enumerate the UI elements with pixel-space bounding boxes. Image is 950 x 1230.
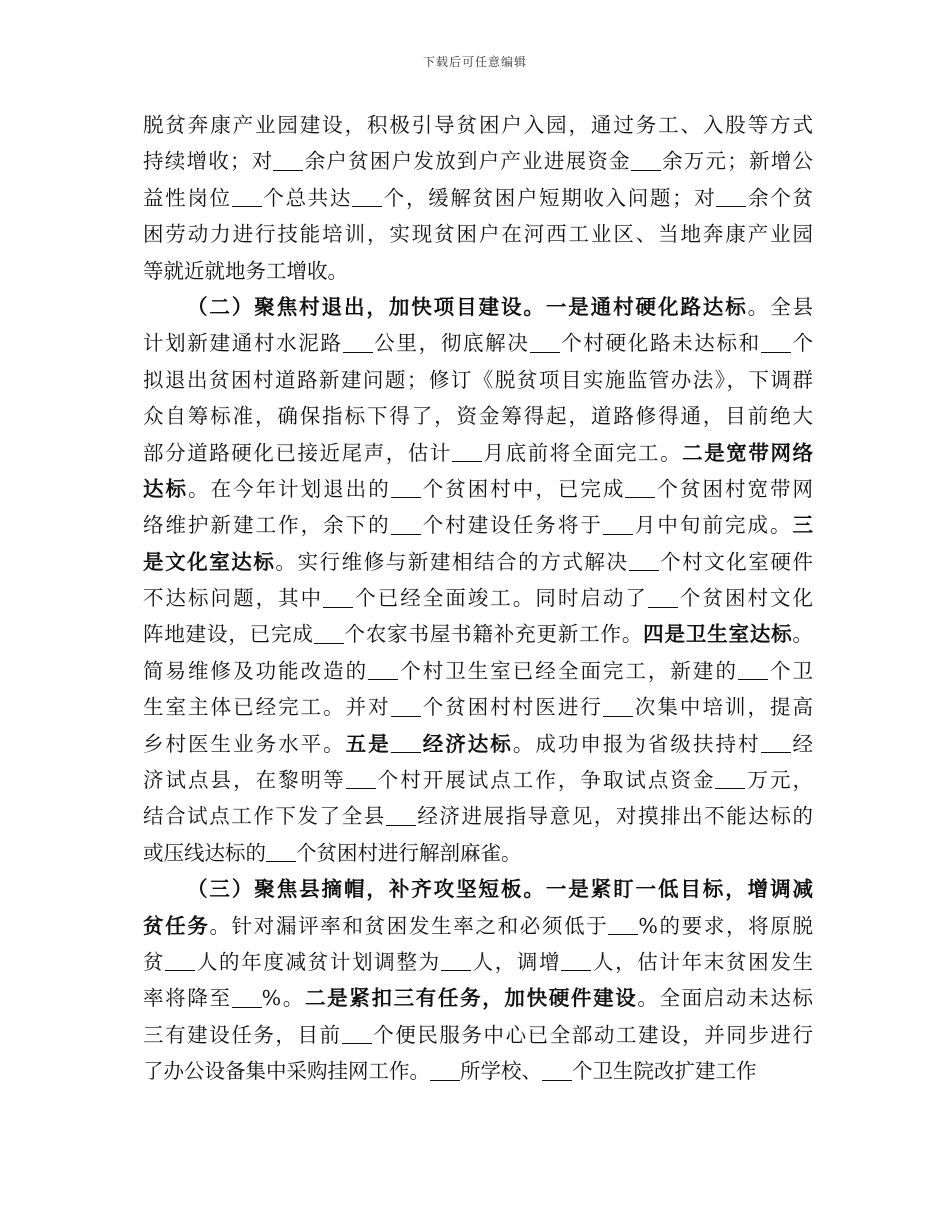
text-run: 个贫困村进行解剖麻雀。: [296, 840, 522, 865]
text-run: 脱贫奔康产业园建设，积极引导贫困户入园，通过务工、入股等方式: [143, 113, 813, 137]
blank-underline: [530, 331, 560, 353]
blank-underline: [346, 768, 376, 790]
text-line: [143, 253, 813, 289]
text-run: 个卫: [767, 658, 814, 683]
text-run: 余个贫: [746, 185, 814, 210]
text-line: [143, 908, 813, 944]
text-run: 简易维修及功能改造的: [143, 658, 369, 683]
text-run: 阵地建设，已完成: [143, 622, 314, 647]
text-run: 余万元；新增公: [660, 149, 814, 174]
text-run: 月底前将全面完工。: [481, 440, 683, 465]
text-run: 不达标问题，其中: [143, 586, 324, 611]
blank-underline: [430, 1059, 460, 1081]
text-line: [143, 325, 813, 361]
text-run: 等就近就地务工增收。: [143, 258, 348, 283]
text-run: 个贫困村村医进行: [420, 695, 603, 720]
bold-text-run: 是文化室达标: [143, 549, 276, 574]
text-run: %的要求，将原脱: [638, 913, 813, 938]
text-run: 乡村医生业务水平。: [143, 731, 346, 756]
bold-text-run: 达标: [143, 476, 189, 501]
blank-underline: [542, 1059, 572, 1081]
text-run: 计划新建通村水泥路: [143, 331, 343, 356]
text-run: 生室主体已经完工。并对: [143, 695, 391, 720]
bold-text-run: 二是紧扣三有任务，加快硬件建设: [304, 986, 638, 1011]
text-run: 部分道路硬化已接近尾声，估计: [143, 440, 452, 465]
blank-underline: [603, 695, 633, 717]
text-run: 经济进展指导意见，对摸排出不能达标的: [415, 804, 814, 829]
text-run: 个村卫生室已经全面完工，新建的: [398, 658, 738, 683]
blank-underline: [386, 804, 416, 826]
blank-underline: [715, 768, 745, 790]
blank-underline: [343, 331, 373, 353]
text-line: [143, 762, 813, 798]
blank-underline: [314, 622, 344, 644]
text-run: 。成功申报为省级扶持村: [512, 731, 761, 756]
text-run: 经: [790, 731, 814, 756]
blank-underline: [391, 732, 421, 754]
bold-text-run: （三）聚焦县摘帽，补齐攻坚短板。一是紧盯一低目标，增调减: [187, 877, 813, 902]
text-run: 困劳动力进行技能培训，实现贫困户在河西工业区、当地奔康产业园: [143, 222, 813, 247]
text-run: 个贫困村中，已完成: [420, 476, 626, 501]
text-run: 持续增收；对: [143, 149, 274, 174]
text-line: [143, 798, 813, 834]
blank-underline: [738, 659, 768, 681]
text-run: 个卫生院改扩建工作: [572, 1059, 757, 1084]
text-line: [143, 143, 813, 179]
document-body: [143, 107, 813, 1090]
blank-underline: [631, 149, 661, 171]
text-run: 率将降至: [143, 986, 232, 1011]
blank-underline: [391, 477, 421, 499]
text-run: %。: [261, 986, 305, 1011]
text-line: [143, 180, 813, 216]
bold-text-run: 贫任务: [143, 913, 210, 938]
text-run: 益性岗位: [143, 185, 232, 210]
text-run: 结合试点工作下发了全县: [143, 804, 386, 829]
text-run: 人，估计年末贫困发生: [591, 949, 814, 974]
text-run: 。针对漏评率和贫困发生率之和必须低于: [209, 913, 609, 938]
text-line: [143, 835, 813, 871]
text-run: 所学校、: [460, 1059, 542, 1084]
text-line: [143, 689, 813, 725]
text-run: 个已经全面竣工。同时启动了: [353, 586, 648, 611]
text-line: [143, 289, 813, 325]
text-run: 个村硬化路未达标和: [559, 331, 761, 356]
bold-text-run: 五是: [345, 731, 391, 756]
text-line: [143, 871, 813, 907]
bold-text-run: （二）聚焦村退出，加快项目建设。一是通村硬化路达标: [187, 294, 748, 319]
blank-underline: [603, 513, 633, 535]
text-run: 个村文化室硬件: [658, 549, 814, 574]
text-run: 拟退出贫困村道路新建问题；修订《脱贫项目实施监管办法》，下调群: [143, 367, 813, 392]
text-line: [143, 362, 813, 398]
blank-underline: [441, 950, 471, 972]
text-run: 贫: [143, 949, 166, 974]
blank-underline: [232, 986, 262, 1008]
text-run: 。全面启动未达标: [637, 986, 814, 1011]
blank-underline: [368, 659, 398, 681]
text-run: 济试点县，在黎明等: [143, 768, 346, 793]
text-line: [143, 726, 813, 762]
text-run: 万元，: [745, 768, 814, 793]
text-line: [143, 653, 813, 689]
text-run: 。在今年计划退出的: [188, 476, 391, 501]
text-run: 。实行维修与新建相结合的方式解决: [275, 549, 629, 574]
bold-text-run: 二是宽带网络: [682, 440, 814, 465]
text-line: [143, 216, 813, 252]
text-run: 个村建设任务将于: [420, 513, 603, 538]
text-line: [143, 471, 813, 507]
blank-underline: [273, 149, 303, 171]
text-run: 个贫困村宽带网: [655, 476, 814, 501]
text-line: [143, 1017, 813, 1053]
text-run: 个村开展试点工作，争取试点资金: [375, 768, 716, 793]
text-line: [143, 616, 813, 652]
text-run: 众自筹标准，确保指标下得了，资金筹得起，道路修得通，目前绝大: [143, 404, 813, 429]
text-run: 公里，彻底解决: [372, 331, 530, 356]
bold-text-run: 三: [792, 513, 814, 538]
blank-underline: [716, 186, 746, 208]
text-run: 个: [790, 331, 814, 356]
bold-text-run: 经济达标: [420, 731, 513, 756]
blank-underline: [761, 331, 791, 353]
blank-underline: [266, 841, 296, 863]
blank-underline: [561, 950, 591, 972]
blank-underline: [165, 950, 195, 972]
text-run: 个，缓解贫困户短期收入问题；对: [382, 185, 717, 210]
text-run: 余户贫困户发放到户产业进展资金: [303, 149, 631, 174]
text-line: [143, 544, 813, 580]
blank-underline: [608, 914, 638, 936]
blank-underline: [352, 186, 382, 208]
blank-underline: [761, 732, 791, 754]
page-header: 下载后可任意编辑: [422, 55, 527, 69]
text-run: 。: [792, 622, 814, 647]
text-line: [143, 980, 813, 1016]
text-run: 人的年度减贫计划调整为: [195, 949, 441, 974]
text-run: 三有建设任务，目前: [143, 1022, 342, 1047]
text-run: 人，调增: [470, 949, 562, 974]
blank-underline: [391, 513, 421, 535]
blank-underline: [648, 586, 678, 608]
blank-underline: [391, 695, 421, 717]
text-run: 。全县: [747, 294, 814, 319]
blank-underline: [625, 477, 655, 499]
text-run: 或压线达标的: [143, 840, 266, 865]
text-line: [143, 580, 813, 616]
bold-text-run: 四是卫生室达标: [643, 622, 793, 647]
text-run: 个农家书屋书籍补充更新工作。: [343, 622, 644, 647]
blank-underline: [452, 440, 482, 462]
blank-underline: [232, 186, 262, 208]
text-line: [143, 944, 813, 980]
text-line: [143, 507, 813, 543]
text-line: [143, 398, 813, 434]
text-run: 月中旬前完成。: [632, 513, 793, 538]
blank-underline: [323, 586, 353, 608]
text-line: [143, 435, 813, 471]
text-run: 个便民服务中心已全部动工建设，并同步进行: [371, 1022, 814, 1047]
blank-underline: [629, 550, 659, 572]
text-run: 了办公设备集中采购挂网工作。: [143, 1059, 430, 1084]
text-line: [143, 1053, 813, 1089]
text-run: 个贫困村文化: [677, 586, 814, 611]
text-run: 次集中培训，提高: [632, 695, 814, 720]
blank-underline: [342, 1023, 372, 1045]
text-line: [143, 107, 813, 143]
text-run: 络维护新建工作，余下的: [143, 513, 391, 538]
text-run: 个总共达: [261, 185, 353, 210]
